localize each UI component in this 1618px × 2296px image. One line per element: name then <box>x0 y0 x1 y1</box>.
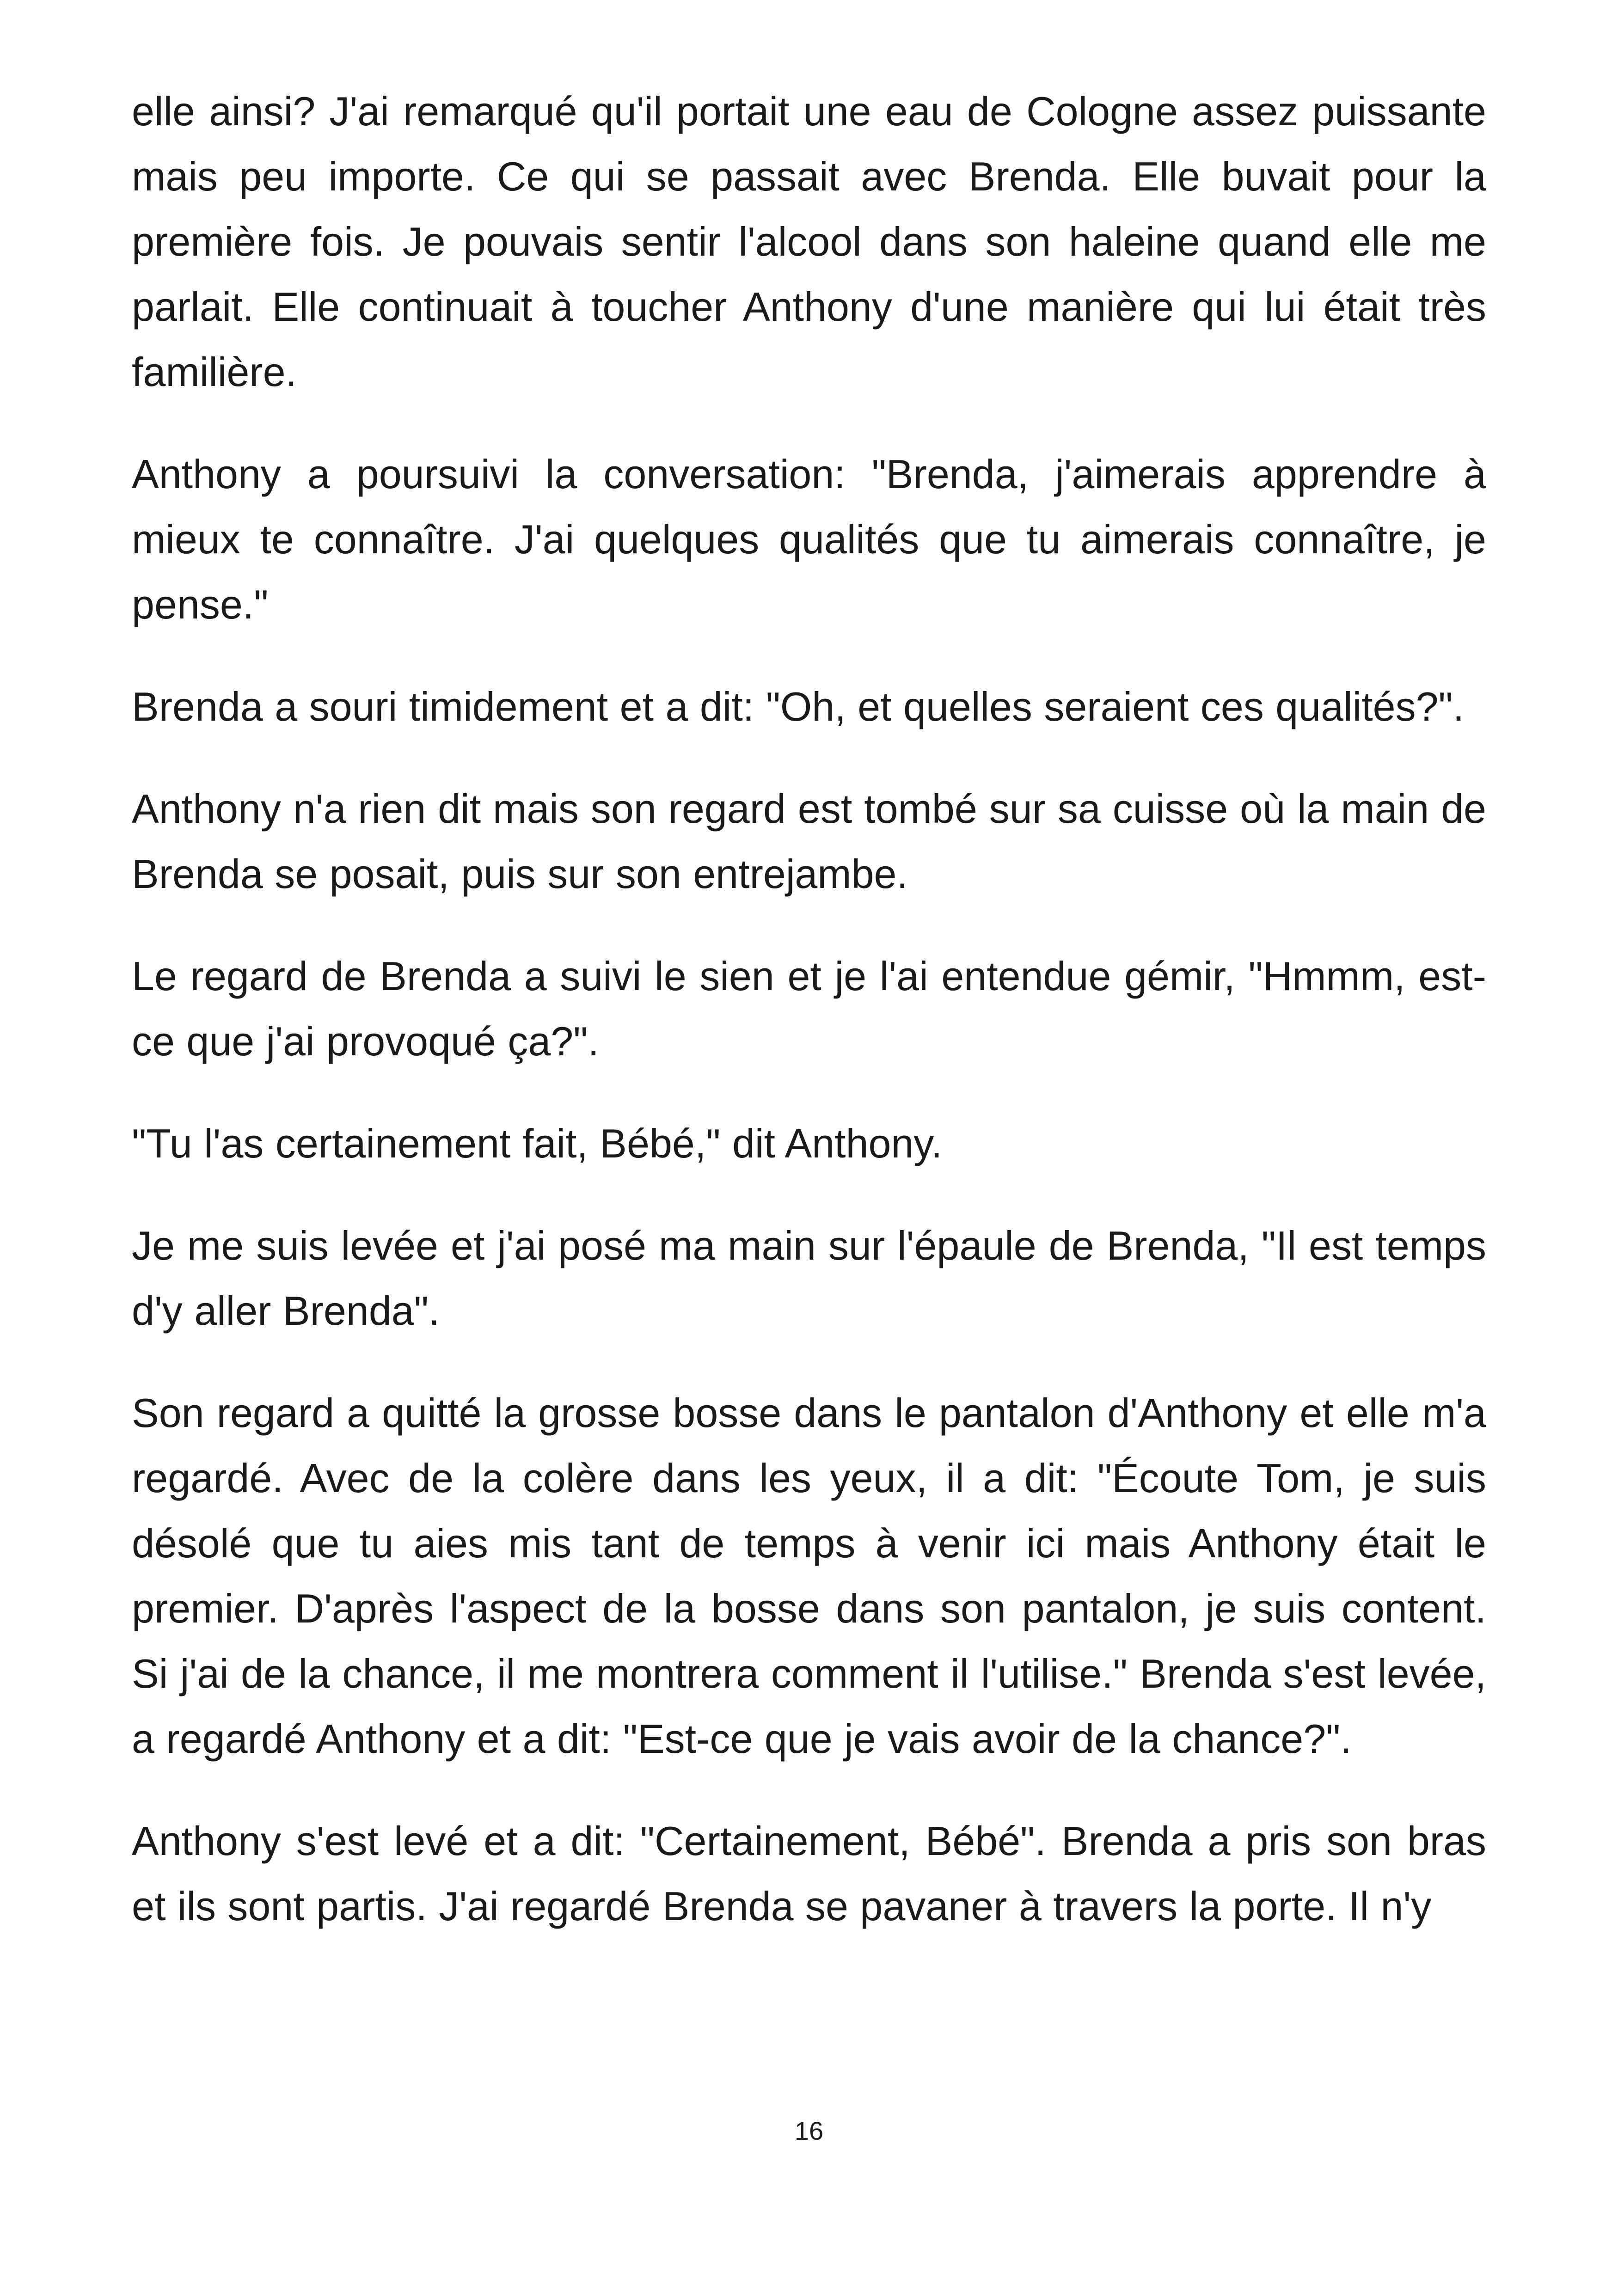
paragraph-8: Son regard a quitté la grosse bosse dans le pantalon d'Anthony et elle m'a regardé. Avec de la colère dans les yeux, il a dit: "Écoute Tom, je suis désolé que tu aies mis tant de temps à venir ici mais Anthony était le premier. D'après l'aspect de la bosse dans son pantalon, je suis content. Si j'ai de la chance, il me montrera comment il l'utilise." Brenda s'est levée, a regardé Anthony et a dit: "Est-ce que je vais avoir de la chance?". <box>132 1390 1486 1762</box>
paragraph-7: Je me suis levée et j'ai posé ma main sur l'épaule de Brenda, "Il est temps d'y aller Brenda". <box>132 1223 1486 1334</box>
paragraph-2: Anthony a poursuivi la conversation: "Brenda, j'aimerais apprendre à mieux te connaître. J'ai quelques qualités que tu aimerais connaître, je pense." <box>132 451 1486 627</box>
paragraph-4: Anthony n'a rien dit mais son regard est tombé sur sa cuisse où la main de Brenda se posait, puis sur son entrejambe. <box>132 786 1486 897</box>
paragraph-9: Anthony s'est levé et a dit: "Certainement, Bébé". Brenda a pris son bras et ils sont partis. J'ai regardé Brenda se pavaner à travers la porte. Il n'y <box>132 1818 1486 1929</box>
page-body <box>132 79 1486 1976</box>
paragraph-5: Le regard de Brenda a suivi le sien et je l'ai entendue gémir, "Hmmm, est-ce que j'ai provoqué ça?". <box>132 953 1486 1064</box>
page-number: 16 <box>794 2116 824 2145</box>
paragraph-1: elle ainsi? J'ai remarqué qu'il portait une eau de Cologne assez puissante mais peu importe. Ce qui se passait avec Brenda. Elle buvait pour la première fois. Je pouvais sentir l'alcool dans son haleine quand elle me parlait. Elle continuait à toucher Anthony d'une manière qui lui était très familière. <box>132 88 1486 395</box>
paragraph-3: Brenda a souri timidement et a dit: "Oh, et quelles seraient ces qualités?". <box>132 684 1465 729</box>
paragraph-6: "Tu l'as certainement fait, Bébé," dit Anthony. <box>132 1120 943 1166</box>
